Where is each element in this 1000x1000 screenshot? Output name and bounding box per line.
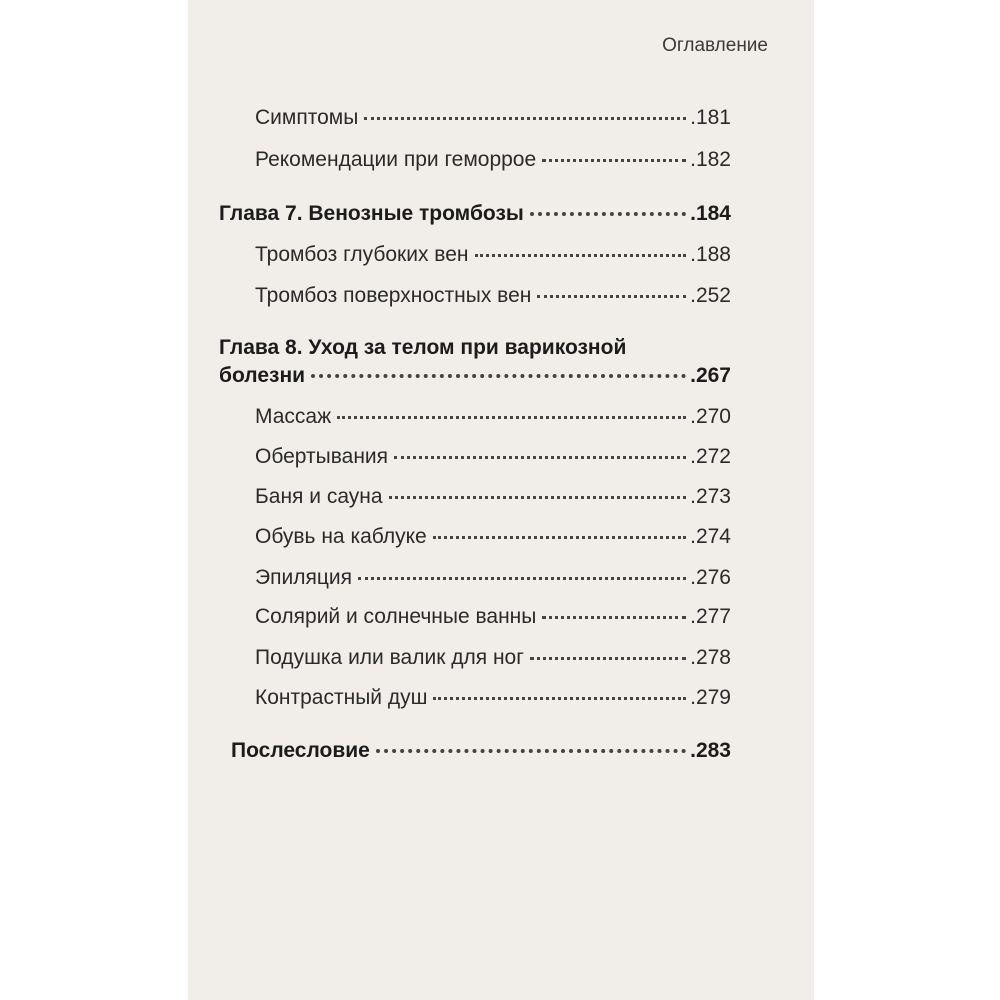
toc-entry-title: Обувь на каблуке	[255, 525, 427, 548]
toc-entry	[255, 283, 731, 309]
toc-chapter	[231, 738, 731, 764]
toc-entry-page: . 277	[690, 604, 731, 630]
toc-entry-title: Тромбоз поверхностных вен	[255, 284, 532, 307]
toc-entry	[255, 685, 731, 711]
toc-chapter-page: . 184	[690, 201, 731, 227]
toc-entry-page: . 273	[690, 484, 731, 510]
leader-dots	[530, 212, 686, 216]
leader-dots	[542, 616, 686, 619]
toc-entry-page: . 182	[690, 147, 731, 173]
leader-dots	[337, 416, 686, 419]
toc-entry	[255, 645, 731, 671]
leader-dots	[376, 749, 686, 753]
toc-entry	[255, 565, 731, 591]
toc-chapter-page: . 283	[690, 738, 731, 764]
toc-entry-page: . 279	[690, 685, 731, 711]
toc-entry	[255, 242, 731, 268]
toc-chapter-title-line1: Глава 8. Уход за телом при варикозной	[219, 336, 627, 359]
leader-dots	[530, 657, 686, 660]
toc-entry-title: Тромбоз глубоких вен	[255, 243, 469, 266]
toc-chapter-page: . 267	[690, 363, 731, 389]
toc-entry-page: . 272	[690, 444, 731, 470]
toc-entry	[255, 444, 731, 470]
leader-dots	[475, 254, 687, 257]
leader-dots	[389, 496, 687, 499]
toc-entry	[255, 105, 731, 131]
toc-entry-title: Баня и сауна	[255, 485, 383, 508]
toc-chapter-title-line2: болезни	[219, 364, 306, 387]
toc-entry-page: . 278	[690, 645, 731, 671]
toc-entry-title: Обертывания	[255, 445, 389, 468]
leader-dots	[537, 295, 686, 298]
leader-dots	[358, 577, 686, 580]
toc-entry	[255, 404, 731, 430]
toc-entry-title: Солярий и солнечные ванны	[255, 605, 537, 628]
toc-entry-title: Симптомы	[255, 106, 359, 129]
toc-entry-title: Рекомендации при геморрое	[255, 148, 537, 171]
toc-entry-page: . 274	[690, 524, 731, 550]
toc-entry-title: Контрастный душ	[255, 686, 428, 709]
leader-dots	[394, 456, 686, 459]
toc-chapter	[219, 363, 731, 389]
leader-dots	[433, 536, 686, 539]
toc-entry-title: Эпиляция	[255, 566, 352, 589]
toc-entry	[255, 484, 731, 510]
leader-dots	[364, 117, 686, 120]
toc-chapter-title: Послесловие	[231, 739, 370, 762]
book-page	[188, 0, 814, 1000]
toc-entry-page: . 188	[690, 242, 731, 268]
leader-dots	[311, 374, 686, 378]
toc-chapter	[219, 201, 731, 227]
leader-dots	[542, 159, 686, 162]
running-head: Оглавление	[662, 35, 768, 56]
toc-entry	[255, 524, 731, 550]
leader-dots	[433, 697, 686, 700]
toc-entry-title: Массаж	[255, 405, 332, 428]
toc-entry-title: Подушка или валик для ног	[255, 646, 524, 669]
toc-entry-page: . 252	[690, 283, 731, 309]
toc-entry-page: . 181	[690, 105, 731, 131]
toc-entry-page: . 270	[690, 404, 731, 430]
toc-chapter-title: Глава 7. Венозные тромбозы	[219, 202, 524, 225]
toc-entry	[255, 147, 731, 173]
toc-entry	[255, 604, 731, 630]
toc-entry-page: . 276	[690, 565, 731, 591]
